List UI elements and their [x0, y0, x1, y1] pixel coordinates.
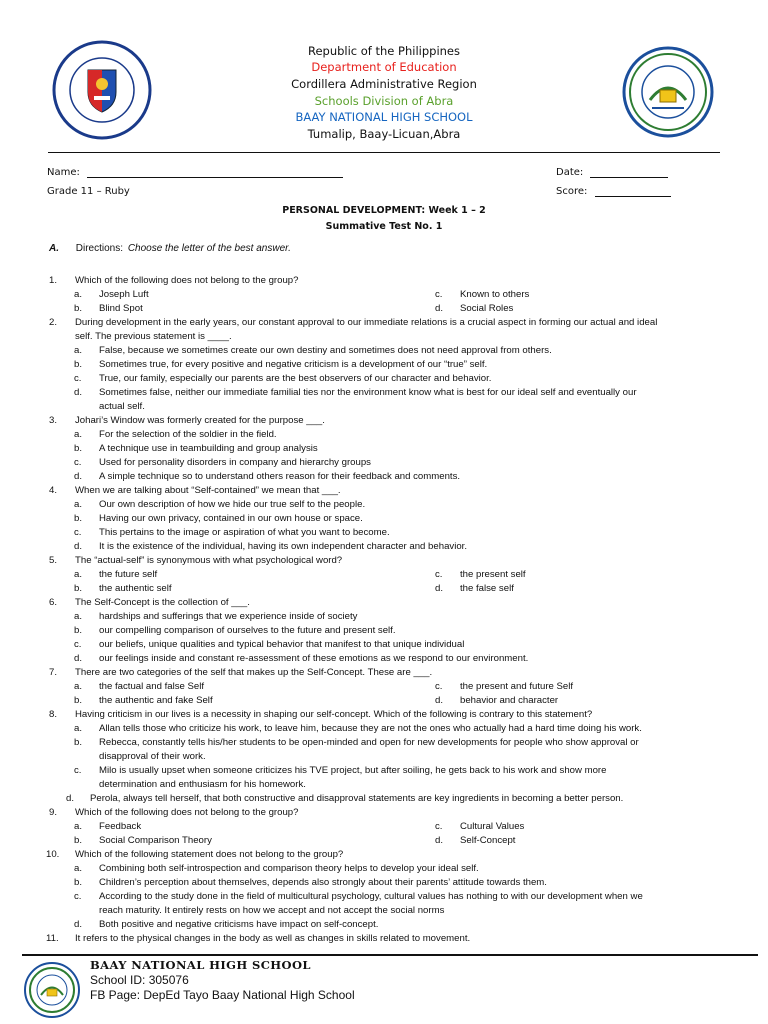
grade-section: Grade 11 – Ruby	[47, 186, 130, 197]
header-republic: Republic of the Philippines	[307, 44, 461, 58]
test-title: PERSONAL DEVELOPMENT: Week 1 – 2	[282, 205, 486, 216]
date-label: Date:	[556, 167, 584, 178]
header-deped: Department of Education	[311, 60, 457, 74]
footer-school-logo	[24, 962, 80, 1018]
date-field[interactable]	[556, 167, 668, 178]
header-school: BAAY NATIONAL HIGH SCHOOL	[295, 110, 473, 124]
test-subtitle: Summative Test No. 1	[325, 221, 443, 232]
question-number: 1.	[49, 275, 58, 286]
footer-fb-page[interactable]: FB Page: DepEd Tayo Baay National High School	[90, 988, 355, 1002]
directions-text: Choose the letter of the best answer.	[127, 243, 291, 254]
footer-school-id: School ID: 305076	[90, 973, 189, 987]
directions-letter: A.	[49, 243, 59, 254]
question-text: During development in the early years, our constant approval to our immediate relations is a crucial aspect in forming our actual and ideal self. The previous statement is ____.	[75, 317, 658, 342]
footer-school-name: BAAY NATIONAL HIGH SCHOOL	[90, 958, 311, 972]
date-blank[interactable]	[590, 167, 668, 178]
header-division: Schools Division of Abra	[314, 94, 454, 108]
header-address: Tumalip, Baay-Licuan,Abra	[307, 127, 461, 141]
score-field[interactable]	[556, 186, 671, 197]
score-blank[interactable]	[595, 186, 671, 197]
question-text: Which of the following does not belong to the group?	[75, 275, 299, 286]
footer-divider	[22, 954, 758, 956]
score-label: Score:	[556, 186, 588, 197]
directions-label: Directions:	[75, 243, 124, 254]
header-region: Cordillera Administrative Region	[291, 77, 477, 91]
header-divider	[48, 152, 720, 153]
directions	[49, 243, 291, 254]
name-field[interactable]	[47, 167, 343, 178]
name-label: Name:	[47, 167, 80, 178]
name-blank[interactable]	[87, 167, 343, 178]
